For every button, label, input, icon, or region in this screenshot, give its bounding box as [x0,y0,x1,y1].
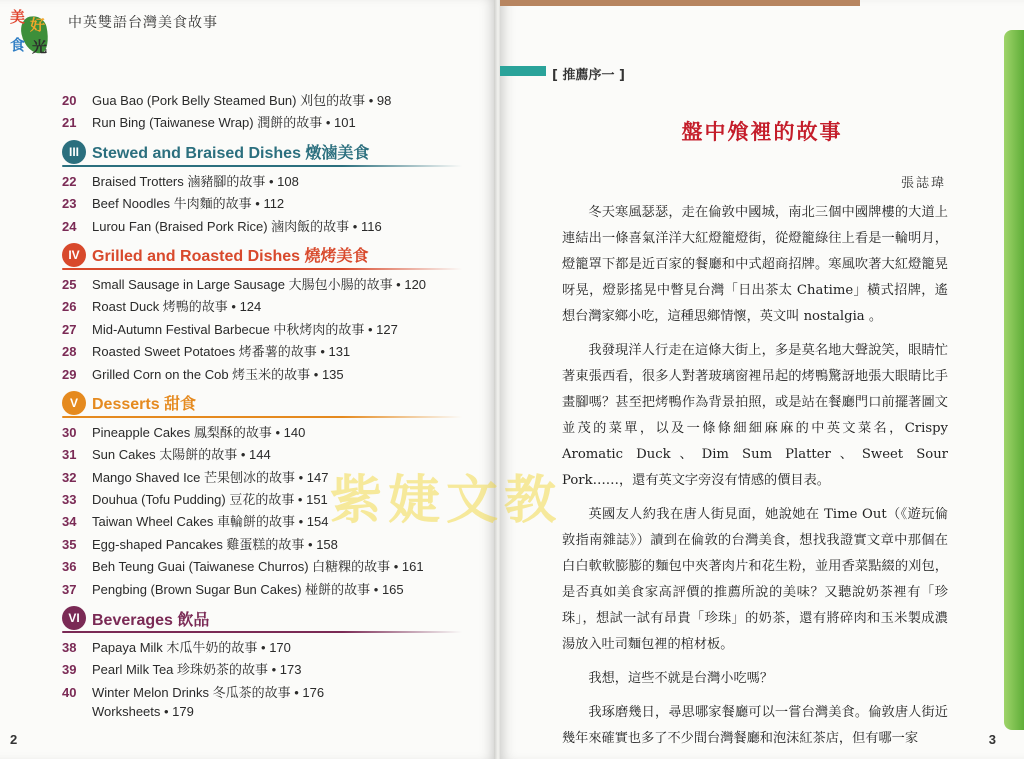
toc-entry-title: Lurou Fan (Braised Pork Rice) 滷肉飯的故事 • 116 [92,218,382,234]
toc-entry [62,193,462,215]
toc-entry-title: Mango Shaved Ice 芒果刨冰的故事 • 147 [92,469,329,485]
series-logo [8,4,64,56]
paragraph: 我琢磨幾日，尋思哪家餐廳可以一嘗台灣美食。倫敦唐人街近幾年來確實也多了不少間台灣餐廳和泡沫紅茶店，但有哪一家 [562,705,948,746]
toc-entry-number: 28 [62,344,77,360]
left-page [0,0,496,759]
section-divider [62,416,462,418]
toc-entry-title: Pengbing (Brown Sugar Bun Cakes) 椪餅的故事 • 165 [92,581,404,597]
toc-entry-number: 37 [62,581,77,597]
toc-entry-number: 24 [62,218,77,234]
toc-entry-title: Egg-shaped Pancakes 雞蛋糕的故事 • 158 [92,536,338,552]
toc-entry [62,216,462,238]
author-name: 張誌瑋 [900,176,946,191]
toc-entry-number: 22 [62,173,77,189]
paragraph: 英國友人約我在唐人街見面，她說她在 Time Out（《遊玩倫敦指南雜誌》）讀到在倫敦的台灣美食，想找我證實文章中那個在白白軟軟膨膨的麵包中夾著肉片和花生粉，並用香菜點綴的刈包，是否真如美食家高評價的推薦所說的美味？又聽說奶茶裡有「珍珠」，想試一試有昂貴「珍珠」的奶茶，還有將碎肉和玉米製成濃湯放入吐司麵包裡的棺材板。 [562,507,948,652]
paragraph: 冬天寒風瑟瑟，走在倫敦中國城，南北三個中國牌樓的大道上連結出一條喜氣洋洋大紅燈籠燈街，從燈籠綠往上看是一輪明月，燈籠罩下都是近百家的餐廳和中式超商招牌。寒風吹著大紅燈籠晃呀晃，燈影搖晃中瞥見台灣「日出茶太 Chatime」橫式招牌，遙想台灣家鄉小吃，這種思鄉情懷，英文叫 nostalgia 。 [562,205,948,324]
toc-entry [62,341,462,363]
toc-entry [62,682,462,704]
toc-entry-title: Small Sausage in Large Sausage 大腸包小腸的故事 • 120 [92,276,427,292]
toc-entry-title: Roasted Sweet Potatoes 烤番薯的故事 • 131 [92,344,351,360]
toc-entry-title: Gua Bao (Pork Belly Steamed Bun) 刈包的故事 • 98 [92,93,392,108]
toc-entry-title: Papaya Milk 木瓜牛奶的故事 • 170 [92,640,291,656]
page-number-left: 2 [10,732,18,747]
section-divider [62,268,462,270]
section-title: Grilled and Roasted Dishes 燒烤美食 [92,248,369,266]
toc-entry-number: 30 [62,424,77,440]
series-title: 中英雙語台灣美食故事 [68,15,218,31]
toc-entry [62,274,462,296]
toc-entry-number: 21 [62,115,77,131]
toc-entry [62,534,462,556]
section-heading [62,603,462,633]
page-number-right: 3 [988,732,996,747]
logo-char-3: 食 [10,36,26,54]
section-roman-badge: III [62,140,86,164]
section-roman-badge: V [62,391,86,415]
top-edge-strip [500,0,860,6]
logo-char-2: 好 [30,16,46,34]
section-title: Desserts 甜食 [92,396,197,414]
toc-entry-number: 27 [62,321,77,337]
toc-entry-number: 33 [62,492,77,508]
toc-entry [62,659,462,681]
toc-entry-title: Taiwan Wheel Cakes 車輪餅的故事 • 154 [92,514,329,530]
toc-entry-number: 25 [62,276,77,292]
logo-char-4: 光 [32,38,48,56]
section-heading [62,388,462,418]
toc-entry [62,556,462,578]
toc-entry-title: Pearl Milk Tea 珍珠奶茶的故事 • 173 [92,662,302,678]
section-accent-bar [500,66,546,76]
logo-char-1: 美 [10,8,26,26]
toc-entry-title: Winter Melon Drinks 冬瓜茶的故事 • 176 [92,684,325,700]
toc-entry-title: Grilled Corn on the Cob 烤玉米的故事 • 135 [92,366,344,382]
toc-entry [62,704,462,726]
toc-entry-number: 32 [62,469,77,485]
watermark: 紫婕文教 [330,471,563,531]
toc-entry-title: Beh Teung Guai (Taiwanese Churros) 白糖粿的故事 • 161 [92,559,424,575]
toc-entry [62,296,462,318]
article-body [562,200,948,759]
toc-entry-title: Roast Duck 烤鴨的故事 • 124 [92,299,262,315]
toc-entry-title: Mid-Autumn Festival Barbecue 中秋烤肉的故事 • 127 [92,321,398,337]
section-divider [62,165,462,167]
section-title: Stewed and Braised Dishes 燉滷美食 [92,145,370,163]
section-heading [62,240,462,270]
section-roman-badge: VI [62,606,86,630]
toc-entry-title: Braised Trotters 滷豬腳的故事 • 108 [92,173,299,189]
toc-entry [62,171,462,193]
toc-entry [62,319,462,341]
toc-entry-number: 23 [62,196,77,212]
toc-entry-number: 39 [62,662,77,678]
table-of-contents [62,90,462,727]
toc-entry-title: Sun Cakes 太陽餅的故事 • 144 [92,447,271,463]
toc-entry [62,364,462,386]
toc-entry-number: 38 [62,640,77,656]
paragraph: 我發現洋人行走在這條大街上，多是莫名地大聲說笑，眼睛忙著東張西看，很多人對著玻璃窗裡吊起的烤鴨驚訝地張大眼睛比手畫腳嗎？甚至把烤鴨作為背景拍照，或是站在餐廳門口前擺著圖文並茂的菜單，以及一條條細細麻麻的中英文菜名，Crispy Aromatic Duck、Dim Sum Platter、Sweet Sour Pork……，還有英文字旁沒有情感的價目表。 [562,343,948,488]
toc-entry-number: 34 [62,514,77,530]
toc-entry-title: Run Bing (Taiwanese Wrap) 潤餅的故事 • 101 [92,115,356,131]
toc-entry-number: 40 [62,684,77,700]
article-title: 盤中飧裡的故事 [681,119,843,144]
section-title: Beverages 飲品 [92,611,210,629]
toc-entry-number: 26 [62,299,77,315]
toc-entry-number: 31 [62,447,77,463]
toc-entry-number: 35 [62,536,77,552]
toc-entry-number: 29 [62,366,77,382]
section-divider [62,631,462,633]
toc-entry-title: Worksheets • 179 [92,704,194,720]
toc-entry [62,90,462,112]
section-roman-badge: IV [62,243,86,267]
right-page [500,0,1024,759]
toc-entry-title: Beef Noodles 牛肉麵的故事 • 112 [92,196,285,212]
toc-entry-title: Pineapple Cakes 鳳梨酥的故事 • 140 [92,424,306,440]
preface-label: [ 推薦序一 ] [552,68,625,83]
paragraph: 我想，這些不就是台灣小吃嗎？ [588,671,774,686]
toc-entry-title: Douhua (Tofu Pudding) 豆花的故事 • 151 [92,492,328,508]
toc-entry [62,112,462,134]
toc-entry [62,422,462,444]
toc-entry [62,637,462,659]
toc-entry [62,579,462,601]
toc-entry-number: 20 [62,93,77,108]
section-heading [62,137,462,167]
toc-entry-number: 36 [62,559,77,575]
